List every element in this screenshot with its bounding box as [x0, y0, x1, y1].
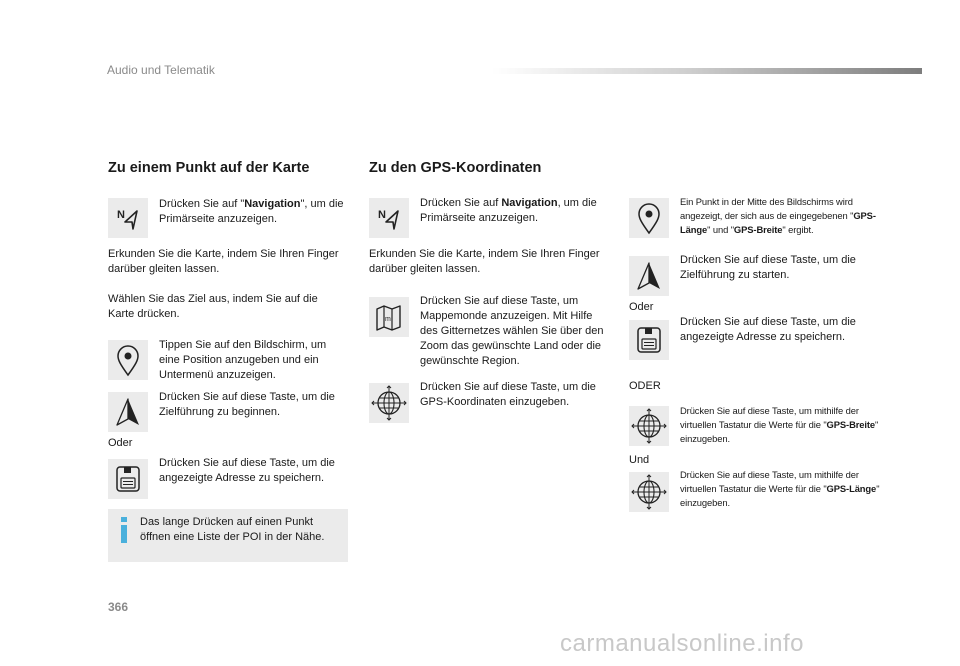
globe-grid-icon-2: [629, 406, 669, 446]
info-icon: [118, 517, 130, 548]
left-para1: Erkunden Sie die Karte, indem Sie Ihren Finger darüber gleiten lassen.: [108, 248, 339, 275]
navigation-icon: [108, 198, 148, 238]
left-step3-text: Drücken Sie auf diese Taste, um die Zielführung zu beginnen.: [159, 391, 335, 418]
left-para2: Wählen Sie das Ziel aus, indem Sie auf die Karte drücken.: [108, 293, 318, 320]
right-und: Und: [629, 454, 650, 466]
right-oder1: Oder: [629, 301, 654, 313]
left-oder: Oder: [108, 437, 133, 449]
save-icon: [108, 459, 148, 499]
svg-text:N: N: [378, 209, 386, 221]
watermark: carmanualsonline.info: [560, 630, 804, 657]
right-step3-text: Drücken Sie auf diese Taste, um die angezeigte Adresse zu speichern.: [680, 316, 856, 343]
svg-text:m: m: [385, 316, 391, 323]
left-step2-text: Tippen Sie auf den Bildschirm, um eine Position anzugeben und ein Untermenü anzuzeigen.: [159, 339, 327, 381]
save-icon-2: [629, 320, 669, 360]
left-step4-text: Drücken Sie auf diese Taste, um die angezeigte Adresse zu speichern.: [159, 457, 335, 484]
middle-step2-text: Drücken Sie auf diese Taste, um Mappemonde anzuzeigen. Mit Hilfe des Gitternetzes wählen Sie über den Zoom das gewünschte Land oder die gewünschte Region.: [420, 295, 604, 367]
info-note: [108, 509, 348, 562]
header-section-title: Audio und Telematik: [107, 63, 215, 77]
right-step4-text: Drücken Sie auf diese Taste, um mithilfe der virtuellen Tastatur die Werte für die "GPS-Breite" einzugeben.: [680, 405, 879, 444]
left-step1-text: Drücken Sie auf "Navigation", um die Primärseite anzuzeigen.: [159, 198, 344, 225]
header-bar: [492, 68, 922, 74]
middle-section-title: Zu den GPS-Koordinaten: [369, 160, 542, 176]
middle-step3-text: Drücken Sie auf diese Taste, um die GPS-Koordinaten einzugeben.: [420, 381, 596, 408]
middle-para1: Erkunden Sie die Karte, indem Sie Ihren Finger darüber gleiten lassen.: [369, 248, 600, 275]
location-pin-icon: [108, 340, 148, 380]
info-note-text: Das lange Drücken auf einen Punkt öffnen eine Liste der POI in der Nähe.: [140, 516, 325, 543]
page-number: 366: [108, 600, 129, 614]
middle-step1-text: Drücken Sie auf Navigation, um die Primärseite anzuzeigen.: [420, 197, 597, 224]
globe-grid-icon-3: [629, 472, 669, 512]
location-pin-icon-2: [629, 198, 669, 238]
guidance-arrow-icon-2: [629, 256, 669, 296]
globe-grid-icon: [369, 383, 409, 423]
right-oder2: ODER: [629, 380, 661, 392]
right-step2-text: Drücken Sie auf diese Taste, um die Zielführung zu starten.: [680, 254, 856, 281]
left-section-title: Zu einem Punkt auf der Karte: [108, 160, 310, 176]
svg-text:N: N: [117, 209, 125, 221]
navigation-icon-2: [369, 198, 409, 238]
right-step1-text: Ein Punkt in der Mitte des Bildschirms wird angezeigt, der sich aus de eingegebenen "GPS-Länge" und "GPS-Breite" ergibt.: [680, 196, 876, 235]
right-step5-text: Drücken Sie auf diese Taste, um mithilfe der virtuellen Tastatur die Werte für die "GPS-Länge" einzugeben.: [680, 469, 880, 508]
guidance-arrow-icon: [108, 392, 148, 432]
map-icon: [369, 297, 409, 337]
